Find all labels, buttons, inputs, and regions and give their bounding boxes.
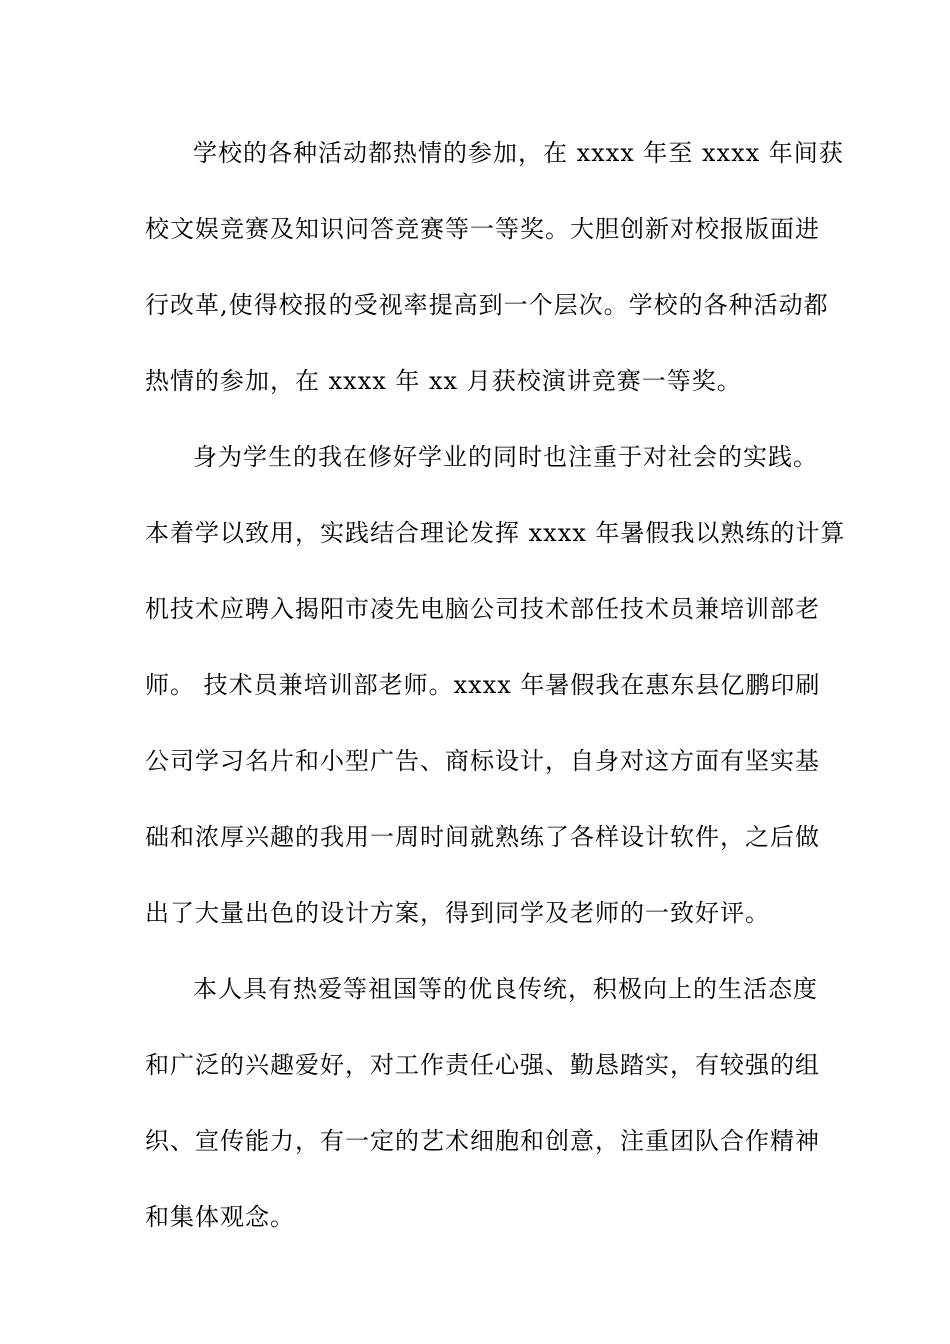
paragraph-line: 身为学生的我在修好学业的同时也注重于对社会的实践。: [193, 443, 818, 471]
paragraph-practice: [145, 432, 846, 964]
paragraph-line: 本着学以致用，实践结合理论发挥 xxxx 年暑假我以熟练的计算: [145, 519, 846, 547]
paragraph-personality: [145, 964, 820, 1268]
paragraph-line: 机技术应聘入揭阳市凌先电脑公司技术部任技术员兼培训部老: [145, 595, 820, 623]
paragraph-activities: [145, 128, 844, 432]
paragraph-line: 公司学习名片和小型广告、商标设计，自身对这方面有坚实基: [145, 747, 820, 775]
paragraph-line: 出了大量出色的设计方案，得到同学及老师的一致好评。: [145, 899, 770, 927]
paragraph-line: 本人具有热爱等祖国等的优良传统，积极向上的生活态度: [193, 975, 818, 1003]
paragraph-line: 校文娱竞赛及知识问答竞赛等一等奖。大胆创新对校报版面进: [145, 215, 820, 243]
paragraph-line: 行改革,使得校报的受视率提高到一个层次。学校的各种活动都: [145, 291, 829, 319]
paragraph-line: 和集体观念。: [145, 1203, 295, 1231]
paragraph-line: 础和浓厚兴趣的我用一周时间就熟练了各样设计软件，之后做: [145, 823, 820, 851]
paragraph-line: 织、宣传能力，有一定的艺术细胞和创意，注重团队合作精神: [145, 1127, 820, 1155]
paragraph-line: 学校的各种活动都热情的参加，在 xxxx 年至 xxxx 年间获: [193, 139, 844, 167]
document-body: [145, 128, 846, 1268]
paragraph-line: 和广泛的兴趣爱好，对工作责任心强、勤恳踏实，有较强的组: [145, 1051, 820, 1079]
paragraph-line: 热情的参加，在 xxxx 年 xx 月获校演讲竞赛一等奖。: [145, 367, 742, 395]
paragraph-line: 师。 技术员兼培训部老师。xxxx 年暑假我在惠东县亿鹏印刷: [145, 671, 821, 699]
